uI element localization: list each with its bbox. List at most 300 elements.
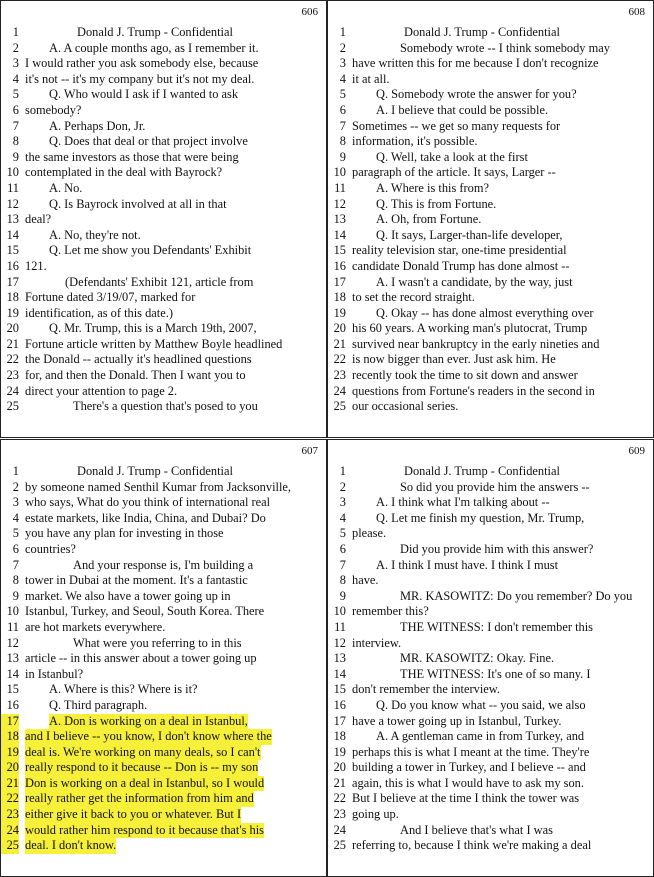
transcript-line [1,103,326,119]
transcript-line [1,651,326,667]
page-number: 608 [628,6,645,18]
line-text: Istanbul, Turkey, and Seoul, South Korea. There [25,604,265,619]
line-number: 25 [1,838,19,854]
transcript-lines [328,464,653,854]
transcript-line [1,150,326,166]
line-number: 16 [333,258,346,273]
transcript-line [328,41,653,57]
line-text: And your response is, I'm building a [73,557,254,572]
line-text: Q. Do you know what -- you said, we also [376,697,586,712]
transcript-line [328,682,653,698]
line-number: 19 [1,745,19,761]
transcript-line [328,352,653,368]
line-number: 4 [339,71,346,86]
line-number: 17 [333,274,346,289]
transcript-line [328,87,653,103]
transcript-line [1,495,326,511]
transcript-line [328,181,653,197]
line-number: 9 [12,588,19,603]
line-number: 21 [333,336,346,351]
transcript-line [1,384,326,400]
line-text: interview. [352,635,402,650]
line-number: 9 [12,149,19,164]
line-text: A. Where is this from? [376,180,489,195]
line-number: 23 [333,807,346,822]
transcript-line [328,243,653,259]
line-number: 17 [333,713,346,728]
line-text: have. [352,573,379,588]
line-number: 13 [333,651,346,666]
line-text: again, this is what I would have to ask my son. [352,775,584,790]
transcript-lines [328,25,653,415]
line-text: survived near bankruptcy in the early nineties and [352,336,600,351]
line-text: the same investors as those that were being [25,149,239,164]
line-text: questions from Fortune's readers in the second in [352,383,595,398]
line-text: candidate Donald Trump has done almost -- [352,258,570,273]
transcript-line [1,667,326,683]
line-number: 19 [6,305,19,320]
transcript-line [328,729,653,745]
line-number: 15 [333,682,346,697]
line-text: Q. Let me show you Defendants' Exhibit [49,243,252,258]
line-number: 19 [333,305,346,320]
line-text: really respond to it because -- Don is -- my son [25,760,259,775]
transcript-line [328,667,653,683]
line-text: So did you provide him the answers -- [400,479,590,494]
line-number: 17 [1,714,19,730]
line-number: 8 [339,134,346,149]
line-number: 10 [333,165,346,180]
transcript-line [328,823,653,839]
line-text: have a tower going up in Istanbul, Turkey. [352,713,562,728]
transcript-line [1,511,326,527]
highlighted-line [1,838,326,854]
line-number: 19 [333,744,346,759]
line-text: Q. Is Bayrock involved at all in that [49,196,227,211]
line-text: But I believe at the time I think the tower was [352,791,580,806]
line-text: Q. Okay -- has done almost everything over [376,305,594,320]
transcript-line [328,306,653,322]
line-text: 121. [25,258,47,273]
line-text: Q. This is from Fortune. [376,196,497,211]
line-text: our occasional series. [352,399,459,414]
highlighted-line [1,745,326,761]
line-number: 17 [6,274,19,289]
transcript-line [328,212,653,228]
line-text: A. I wasn't a candidate, by the way, just [376,274,573,289]
line-text: Q. Let me finish my question, Mr. Trump, [376,510,585,525]
transcript-line [1,41,326,57]
line-number: 16 [6,258,19,273]
line-text: it's not -- it's my company but it's not my deal. [25,71,255,86]
line-number: 13 [333,212,346,227]
page-number: 606 [301,6,318,18]
line-number: 15 [6,243,19,258]
line-text: A. I believe that could be possible. [376,102,549,117]
line-text: Q. Mr. Trump, this is a March 19th, 2007, [49,321,257,336]
line-text: Q. Does that deal or that project involve [49,134,248,149]
line-number: 7 [12,118,19,133]
line-number: 18 [1,729,19,745]
line-number: 7 [339,557,346,572]
line-text: What were you referring to in this [73,635,242,650]
line-number: 11 [7,619,19,634]
transcript-line [1,165,326,181]
line-text: Fortune article written by Matthew Boyle headlined [25,336,283,351]
line-text: THE WITNESS: I don't remember this [400,619,593,634]
line-text: don't remember the interview. [352,682,500,697]
line-number: 15 [333,243,346,258]
line-number: 12 [333,635,346,650]
transcript-line [328,542,653,558]
line-text: Donald J. Trump - Confidential [404,25,560,39]
line-number: 14 [6,227,19,242]
transcript-line [328,558,653,574]
transcript-line [1,368,326,384]
line-text: article -- in this answer about a tower going up [25,651,257,666]
line-number: 1 [12,464,19,478]
highlighted-line [1,807,326,823]
transcript-line [1,337,326,353]
line-number: 12 [333,196,346,211]
line-text: is now bigger than ever. Just ask him. He [352,352,556,367]
line-number: 2 [12,479,19,494]
line-text: Donald J. Trump - Confidential [77,464,233,478]
line-number: 23 [6,368,19,383]
line-number: 20 [333,321,346,336]
transcript-lines [1,25,326,415]
line-number: 4 [339,510,346,525]
transcript-line [328,620,653,636]
line-number: 22 [333,791,346,806]
transcript-line [1,698,326,714]
line-text: A. Perhaps Don, Jr. [49,118,146,133]
line-text: Sometimes -- we get so many requests for [352,118,561,133]
line-text: perhaps this is what I meant at the time. They're [352,744,590,759]
line-number: 7 [339,118,346,133]
transcript-line [328,259,653,275]
line-number: 8 [12,134,19,149]
transcript-line [328,150,653,166]
transcript-line [1,181,326,197]
transcript-line [328,651,653,667]
transcript-line [1,464,326,480]
line-number: 10 [333,604,346,619]
line-text: by someone named Senthil Kumar from Jacksonville, [25,479,291,494]
line-number: 2 [12,40,19,55]
line-text: it at all. [352,71,390,86]
transcript-line [1,352,326,368]
transcript-line [1,197,326,213]
line-text: (Defendants' Exhibit 121, article from [65,274,254,289]
line-text: Q. Who would I ask if I wanted to ask [49,87,239,102]
transcript-line [328,399,653,415]
highlighted-line [1,760,326,776]
line-text: reality television star, one-time presidential [352,243,567,258]
line-text: deal is. We're working on many deals, so I can't [25,744,261,759]
line-number: 22 [6,352,19,367]
transcript-line [1,212,326,228]
transcript-line [1,25,326,41]
transcript-page-607 [0,439,327,877]
transcript-line [1,636,326,652]
line-text: Donald J. Trump - Confidential [404,464,560,478]
line-number: 11 [7,180,19,195]
transcript-line [328,807,653,823]
line-text: recently took the time to sit down and answer [352,368,578,383]
transcript-line [1,480,326,496]
highlighted-line [1,776,326,792]
transcript-line [328,714,653,730]
line-number: 5 [12,87,19,102]
transcript-line [328,275,653,291]
line-number: 1 [12,25,19,39]
line-number: 1 [339,464,346,478]
line-text: contemplated in the deal with Bayrock? [25,165,223,180]
transcript-line [328,290,653,306]
highlighted-line [1,791,326,807]
transcript-line [1,542,326,558]
line-number: 2 [339,40,346,55]
transcript-line [1,87,326,103]
line-number: 8 [12,573,19,588]
transcript-line [1,573,326,589]
line-text: Q. It says, Larger-than-life developer, [376,227,563,242]
transcript-line [1,134,326,150]
transcript-line [1,558,326,574]
transcript-line [328,604,653,620]
line-number: 11 [334,619,346,634]
line-number: 4 [12,510,19,525]
line-text: A. Oh, from Fortune. [376,212,482,227]
transcript-line [328,791,653,807]
line-number: 18 [6,290,19,305]
line-number: 21 [1,776,19,792]
transcript-line [1,275,326,291]
line-number: 3 [12,495,19,510]
transcript-line [1,72,326,88]
transcript-line [328,480,653,496]
line-text: A. Where is this? Where is it? [49,682,198,697]
line-number: 12 [6,635,19,650]
line-text: in Istanbul? [25,666,84,681]
line-number: 21 [6,336,19,351]
line-text: direct your attention to page 2. [25,383,178,398]
line-text: referring to, because I think we're making a deal [352,838,592,853]
transcript-line [328,573,653,589]
transcript-line [328,337,653,353]
line-text: really rather get the information from him and [25,791,254,806]
transcript-line [328,495,653,511]
line-number: 23 [333,368,346,383]
line-text: you have any plan for investing in those [25,526,224,541]
line-text: And I believe that's what I was [400,822,553,837]
line-text: Q. Third paragraph. [49,697,148,712]
line-text: are hot markets everywhere. [25,619,166,634]
transcript-line [1,56,326,72]
line-text: Somebody wrote -- I think somebody may [400,40,610,55]
line-text: Don is working on a deal in Istanbul, so I would [25,775,265,790]
transcript-line [328,745,653,761]
line-text: Donald J. Trump - Confidential [77,25,233,39]
line-text: would rather him respond to it because that's his [25,822,264,837]
line-text: Q. Well, take a look at the first [376,149,528,164]
line-number: 22 [333,352,346,367]
line-text: to set the record straight. [352,290,475,305]
line-number: 25 [333,399,346,414]
transcript-line [328,838,653,854]
line-text: his 60 years. A working man's plutocrat, Trump [352,321,588,336]
line-number: 12 [6,196,19,211]
transcript-line [328,134,653,150]
line-number: 6 [12,102,19,117]
transcript-line [1,119,326,135]
transcript-line [328,119,653,135]
line-number: 10 [6,604,19,619]
line-text: have written this for me because I don't recognize [352,56,599,71]
line-number: 24 [333,822,346,837]
page-number: 609 [628,445,645,457]
line-number: 5 [339,526,346,541]
line-text: identification, as of this date.) [25,305,173,320]
highlighted-line [1,729,326,745]
line-number: 11 [334,180,346,195]
transcript-line [1,589,326,605]
transcript-line [1,243,326,259]
transcript-line [1,620,326,636]
line-number: 9 [339,149,346,164]
line-text: estate markets, like India, China, and Dubai? Do [25,510,266,525]
highlighted-line [1,823,326,839]
line-number: 25 [6,399,19,414]
line-text: for, and then the Donald. Then I want you to [25,368,246,383]
transcript-page-606 [0,0,327,438]
line-text: Did you provide him with this answer? [400,541,594,556]
transcript-line [328,25,653,41]
transcript-page-609 [327,439,654,877]
line-number: 20 [6,321,19,336]
transcript-line [1,306,326,322]
line-text: either give it back to you or whatever. But I [25,807,242,822]
line-text: market. We also have a tower going up in [25,588,231,603]
line-number: 13 [6,651,19,666]
line-text: Fortune dated 3/19/07, marked for [25,290,196,305]
line-text: the Donald -- actually it's headlined questions [25,352,252,367]
transcript-page-608 [327,0,654,438]
line-number: 10 [6,165,19,180]
line-text: building a tower in Turkey, and I believe -- and [352,760,586,775]
transcript-line [328,511,653,527]
line-text: somebody? [25,102,82,117]
transcript-lines [1,464,326,854]
transcript-line [328,228,653,244]
transcript-line [328,589,653,605]
transcript-line [328,56,653,72]
line-text: going up. [352,807,399,822]
transcript-line [1,604,326,620]
line-text: A. A gentleman came in from Turkey, and [376,729,585,744]
line-text: remember this? [352,604,429,619]
transcript-line [328,760,653,776]
line-text: I would rather you ask somebody else, because [25,56,259,71]
line-text: deal? [25,212,52,227]
line-text: MR. KASOWITZ: Okay. Fine. [400,651,555,666]
line-number: 8 [339,573,346,588]
line-number: 1 [339,25,346,39]
line-number: 15 [6,682,19,697]
line-number: 5 [12,526,19,541]
transcript-line [328,526,653,542]
line-number: 6 [339,102,346,117]
line-number: 23 [1,807,19,823]
line-number: 24 [6,383,19,398]
transcript-line [328,165,653,181]
line-number: 14 [333,227,346,242]
line-number: 25 [333,838,346,853]
line-number: 18 [333,729,346,744]
line-number: 6 [339,541,346,556]
line-text: who says, What do you think of international real [25,495,271,510]
line-number: 20 [333,760,346,775]
line-text: paragraph of the article. It says, Larger -- [352,165,556,180]
highlighted-line [1,714,326,730]
line-number: 7 [12,557,19,572]
transcript-line [328,197,653,213]
transcript-line [328,464,653,480]
line-number: 22 [1,791,19,807]
transcript-line [328,384,653,400]
line-number: 14 [333,666,346,681]
line-number: 3 [339,495,346,510]
line-number: 6 [12,541,19,556]
line-number: 5 [339,87,346,102]
line-number: 9 [339,588,346,603]
line-text: A. A couple months ago, as I remember it. [49,40,259,55]
line-text: THE WITNESS: It's one of so many. I [400,666,591,681]
line-number: 16 [6,697,19,712]
line-number: 18 [333,290,346,305]
line-number: 3 [339,56,346,71]
line-text: Q. Somebody wrote the answer for you? [376,87,577,102]
line-number: 21 [333,775,346,790]
line-number: 24 [1,823,19,839]
line-text: please. [352,526,387,541]
line-number: 20 [1,760,19,776]
transcript-line [1,259,326,275]
transcript-line [328,321,653,337]
line-text: deal. I don't know. [25,838,117,853]
line-text: A. No. [49,180,83,195]
line-text: MR. KASOWITZ: Do you remember? Do you [400,588,633,603]
transcript-line [328,698,653,714]
transcript-line [328,72,653,88]
line-text: A. I think I must have. I think I must [376,557,559,572]
line-number: 3 [12,56,19,71]
transcript-line [1,321,326,337]
transcript-line [328,636,653,652]
line-number: 4 [12,71,19,86]
line-text: A. Don is working on a deal in Istanbul, [49,713,248,728]
line-text: A. I think what I'm talking about -- [376,495,550,510]
line-text: tower in Dubai at the moment. It's a fantastic [25,573,248,588]
page-number: 607 [301,445,318,457]
line-text: A. No, they're not. [49,227,141,242]
line-text: countries? [25,541,76,556]
transcript-line [1,526,326,542]
line-number: 2 [339,479,346,494]
transcript-line [328,103,653,119]
transcript-line [328,776,653,792]
